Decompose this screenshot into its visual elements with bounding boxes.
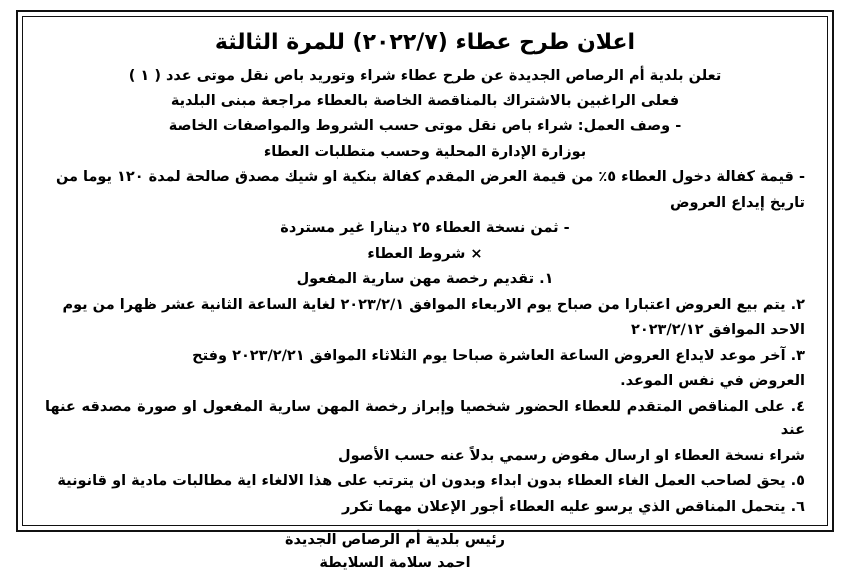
condition-item: ٣. آخر موعد لايداع العروض الساعة العاشرة صباحا يوم الثلاثاء الموافق ٢٠٢٣/٢/٢١ وفتح xyxy=(192,347,805,364)
signature-name: احمد سلامة السلايطة xyxy=(319,555,471,572)
condition-item: ١. تقديم رخصة مهن سارية المفعول xyxy=(296,271,554,288)
condition-item: ٤. على المناقص المتقدم للعطاء الحضور شخصيا وإبراز رخصة المهن سارية المفعول او صورة مصدقه عنها عند xyxy=(45,398,805,439)
body-line: - قيمة كفالة دخول العطاء ٥٪ من قيمة العرض المقدم كفالة بنكية او شيك مصدق صالحة لمدة ١٢٠ يوما من xyxy=(55,169,805,186)
condition-item-cont: الاحد الموافق ٢٠٢٣/٢/١٢ xyxy=(631,322,805,339)
body-line: بوزارة الإدارة المحلية وحسب متطلبات العطاء xyxy=(263,143,587,160)
condition-item: ٢. يتم بيع العروض اعتبارا من صباح يوم الاربعاء الموافق ٢٠٢٣/٢/١ لغاية الساعة الثانية عشر ظهرا من يوم xyxy=(62,296,805,313)
body-line: تاريخ إيداع العروض xyxy=(669,194,805,211)
conditions-heading: × شروط العطاء xyxy=(367,245,483,262)
announcement-body xyxy=(45,65,805,520)
body-line: فعلى الراغبين بالاشتراك بالمناقصة الخاصة بالعطاء مراجعة مبنى البلدية xyxy=(170,92,680,109)
condition-item: ٥. يحق لصاحب العمل الغاء العطاء بدون ابداء وبدون ان يترتب على هذا الالغاء اية مطالبات مادية او قانونية xyxy=(57,473,805,490)
signature-block xyxy=(45,529,805,575)
announcement-title: اعلان طرح عطاء (٢٠٢٢/٧) للمرة الثالثة xyxy=(214,30,636,55)
signature-role: رئيس بلدية أم الرصاص الجديدة xyxy=(285,532,505,549)
document-outer-border xyxy=(16,10,834,572)
body-line: - وصف العمل: شراء باص نقل موتى حسب الشروط والمواصفات الخاصة xyxy=(168,118,682,135)
body-line: - ثمن نسخة العطاء ٢٥ دينارا غير مستردة xyxy=(280,220,570,237)
body-line: تعلن بلدية أم الرصاص الجديدة عن طرح عطاء شراء وتوريد باص نقل موتى عدد ( ١ ) xyxy=(128,67,722,84)
condition-item-cont: العروض في نفس الموعد. xyxy=(620,373,805,390)
condition-item-cont: شراء نسخة العطاء او ارسال مفوض رسمي بدلاً عنه حسب الأصول xyxy=(337,447,805,464)
document-inner-border xyxy=(22,16,828,572)
condition-item: ٦. يتحمل المناقص الذي يرسو عليه العطاء أجور الإعلان مهما تكرر xyxy=(342,498,805,515)
